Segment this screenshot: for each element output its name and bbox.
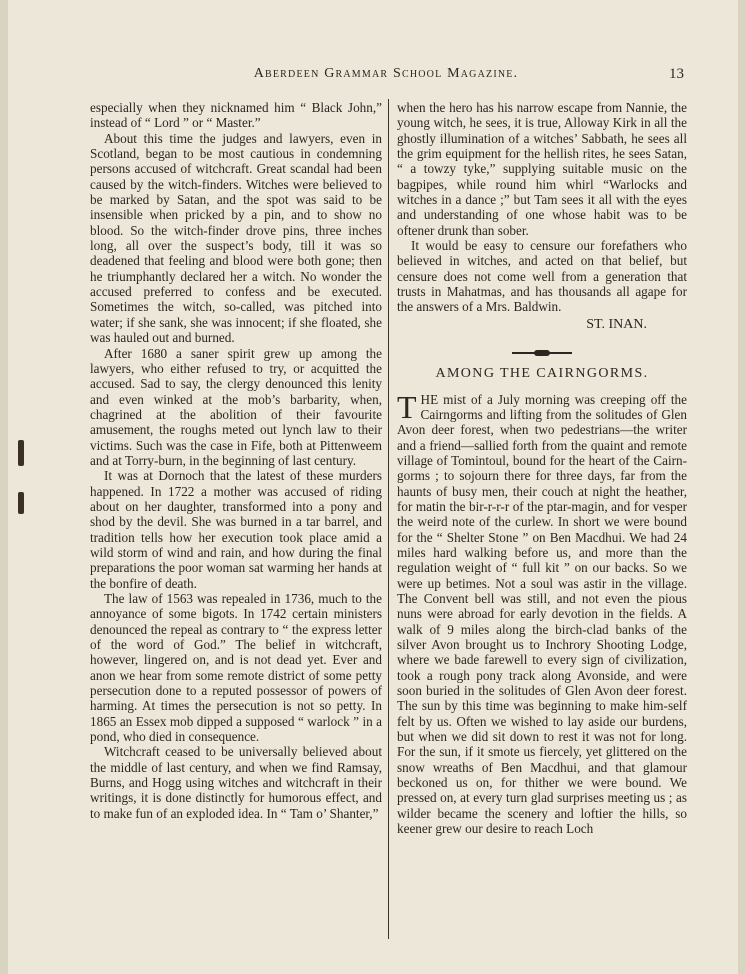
paragraph: After 1680 a saner spirit grew up among the lawyers, who either refused to try, or acquitted the accused. Sad to say, the clergy denounced this lenity and even winked at the mob’s barbarity, when, chagrined at the abolition of their favourite amusement, the roughs meted out lynch law to their victims. Such was the case in Fife, both at Pittenweem and at Torry-burn, in the beginning of last century. [90, 345, 382, 468]
paragraph: Witchcraft ceased to be universally believed about the middle of last century, and when we find Ramsay, Burns, and Hogg using witches and witchcraft in their writings, it is done distinctly for humorous effect, and to make fun of an exploded idea. In “ Tam o’ Shanter,” [90, 744, 382, 821]
section-paragraph-text: HE mist of a July morning was creeping off the Cairngorms and lifting from the solitudes of Glen Avon deer forest, when two pedestrians—the writer and a friend—sallied forth from the quaint and remote village of Tomintoul, bound for the heart of the Cairn-gorms ; to sojourn there for three days, far from the haunts of busy men, their couch at night the heather, for matin the bir-r-r-r of the ptar-magin, and for vesper the weird note of the curlew. In short we were bound for the “ Shelter Stone ” on Ben Macdhui. We had 24 miles hard walking before us, and more than the regulation weight of “ full kit ” on our backs. So we were up betimes. Not a soul was astir in the village. The Convent bell was still, and not even the pious nuns were abroad for early devotion in the fields. A walk of 9 miles along the birch-clad banks of the silver Avon brought us to Inchrory Shooting Lodge, where we bade farewell to every sign of civilization, took a rough pony track along Avonside, and were soon buried in the solitudes of Glen Avon deer forest. The sun by this time was beginning to make him-self felt by us. Often we wished to lay aside our burdens, but when we did sit down to rest it was not for long. For the sun, if it smote us fiercely, yet glittered on the snow wreaths of Ben Macdhui, and that glamour beckoned us on, for thither we were bound. We pressed on, at every turn glad surprises meeting us ; as wilder became the scenery and loftier the hills, so keener grew our desire to reach Loch [397, 391, 687, 837]
section-heading: AMONG THE CAIRNGORMS. [435, 366, 649, 382]
page-header [88, 66, 684, 88]
paragraph: It was at Dornoch that the latest of these murders happened. In 1722 a mother was accused of riding about on her daughter, transformed into a pony and shod by the devil. She was burned in a tar barrel, and tradition tells how her execution took place amid a wild storm of wind and rain, and how during the final preparations the poor woman sat warming her hands at the bonfire of death. [90, 468, 382, 591]
paragraph: About this time the judges and lawyers, even in Scotland, began to be most cautious in condemning persons accused of witchcraft. Great scandal had been caused by the witch-finders. Witches were believed to be marked by Satan, and the spot was said to be insensible when pricked by a pin, and to show no blood. So the witch-finder drove pins, three inches long, all over the suspect’s body, till it was so deadened that feeling and blood were both gone; then he triumphantly declared her a witch. No wonder the accused preferred to confess and be executed. Sometimes the witch, so-called, was pitched into water; if she sank, she was innocent; if she floated, she was hauled out and burned. [90, 130, 382, 346]
paragraph: The law of 1563 was repealed in 1736, much to the annoyance of some bigots. In 1742 certain ministers denounced the repeal as contrary to “ the express letter of the word of God.” The belief in witchcraft, however, lingered on, and is not dead yet. Ever and anon we hear from some remote district of some petty persecution done to a reputed possessor of powers of harming. At times the persecution is not so petty. In 1865 an Essex mob dipped a supposed “ warlock ” in a pond, who died in consequence. [90, 591, 382, 745]
scan-edge-left [0, 0, 8, 974]
paragraph: when the hero has his narrow escape from Nannie, the young witch, he sees, it is true, Alloway Kirk in all the ghostly illumination of a witches’ Sabbath, he sees all the grim equipment for the hellish rites, he sees Satan, “ a towzy tyke,” supplying suitable music on the bagpipes, while round him whirl “Warlocks and witches in a dance ;” but Tam sees it all with the eyes and understanding of one whose habit was to be oftener drunk than sober. [397, 100, 687, 238]
section-ornament [397, 344, 687, 350]
column-divider [388, 99, 389, 939]
paragraph: especially when they nicknamed him “ Black John,” instead of “ Lord ” or “ Master.” [90, 100, 382, 131]
binding-mark [18, 440, 24, 466]
section-paragraph [397, 388, 687, 837]
page-number: 13 [669, 66, 684, 82]
paragraph: It would be easy to censure our forefathers who believed in witches, and acted on that belief, but censure does not come well from a generation that trusts in Mahatmas, and has thousands all agape for the answers of a Mrs. Baldwin. [397, 238, 687, 315]
author-signature: ST. INAN. [586, 316, 647, 332]
scan-edge-right [738, 0, 746, 974]
left-column [90, 100, 382, 821]
running-title: Aberdeen Grammar School Magazine. [253, 66, 519, 81]
binding-mark [18, 492, 24, 514]
drop-cap: T [397, 388, 417, 425]
right-column [397, 100, 687, 836]
